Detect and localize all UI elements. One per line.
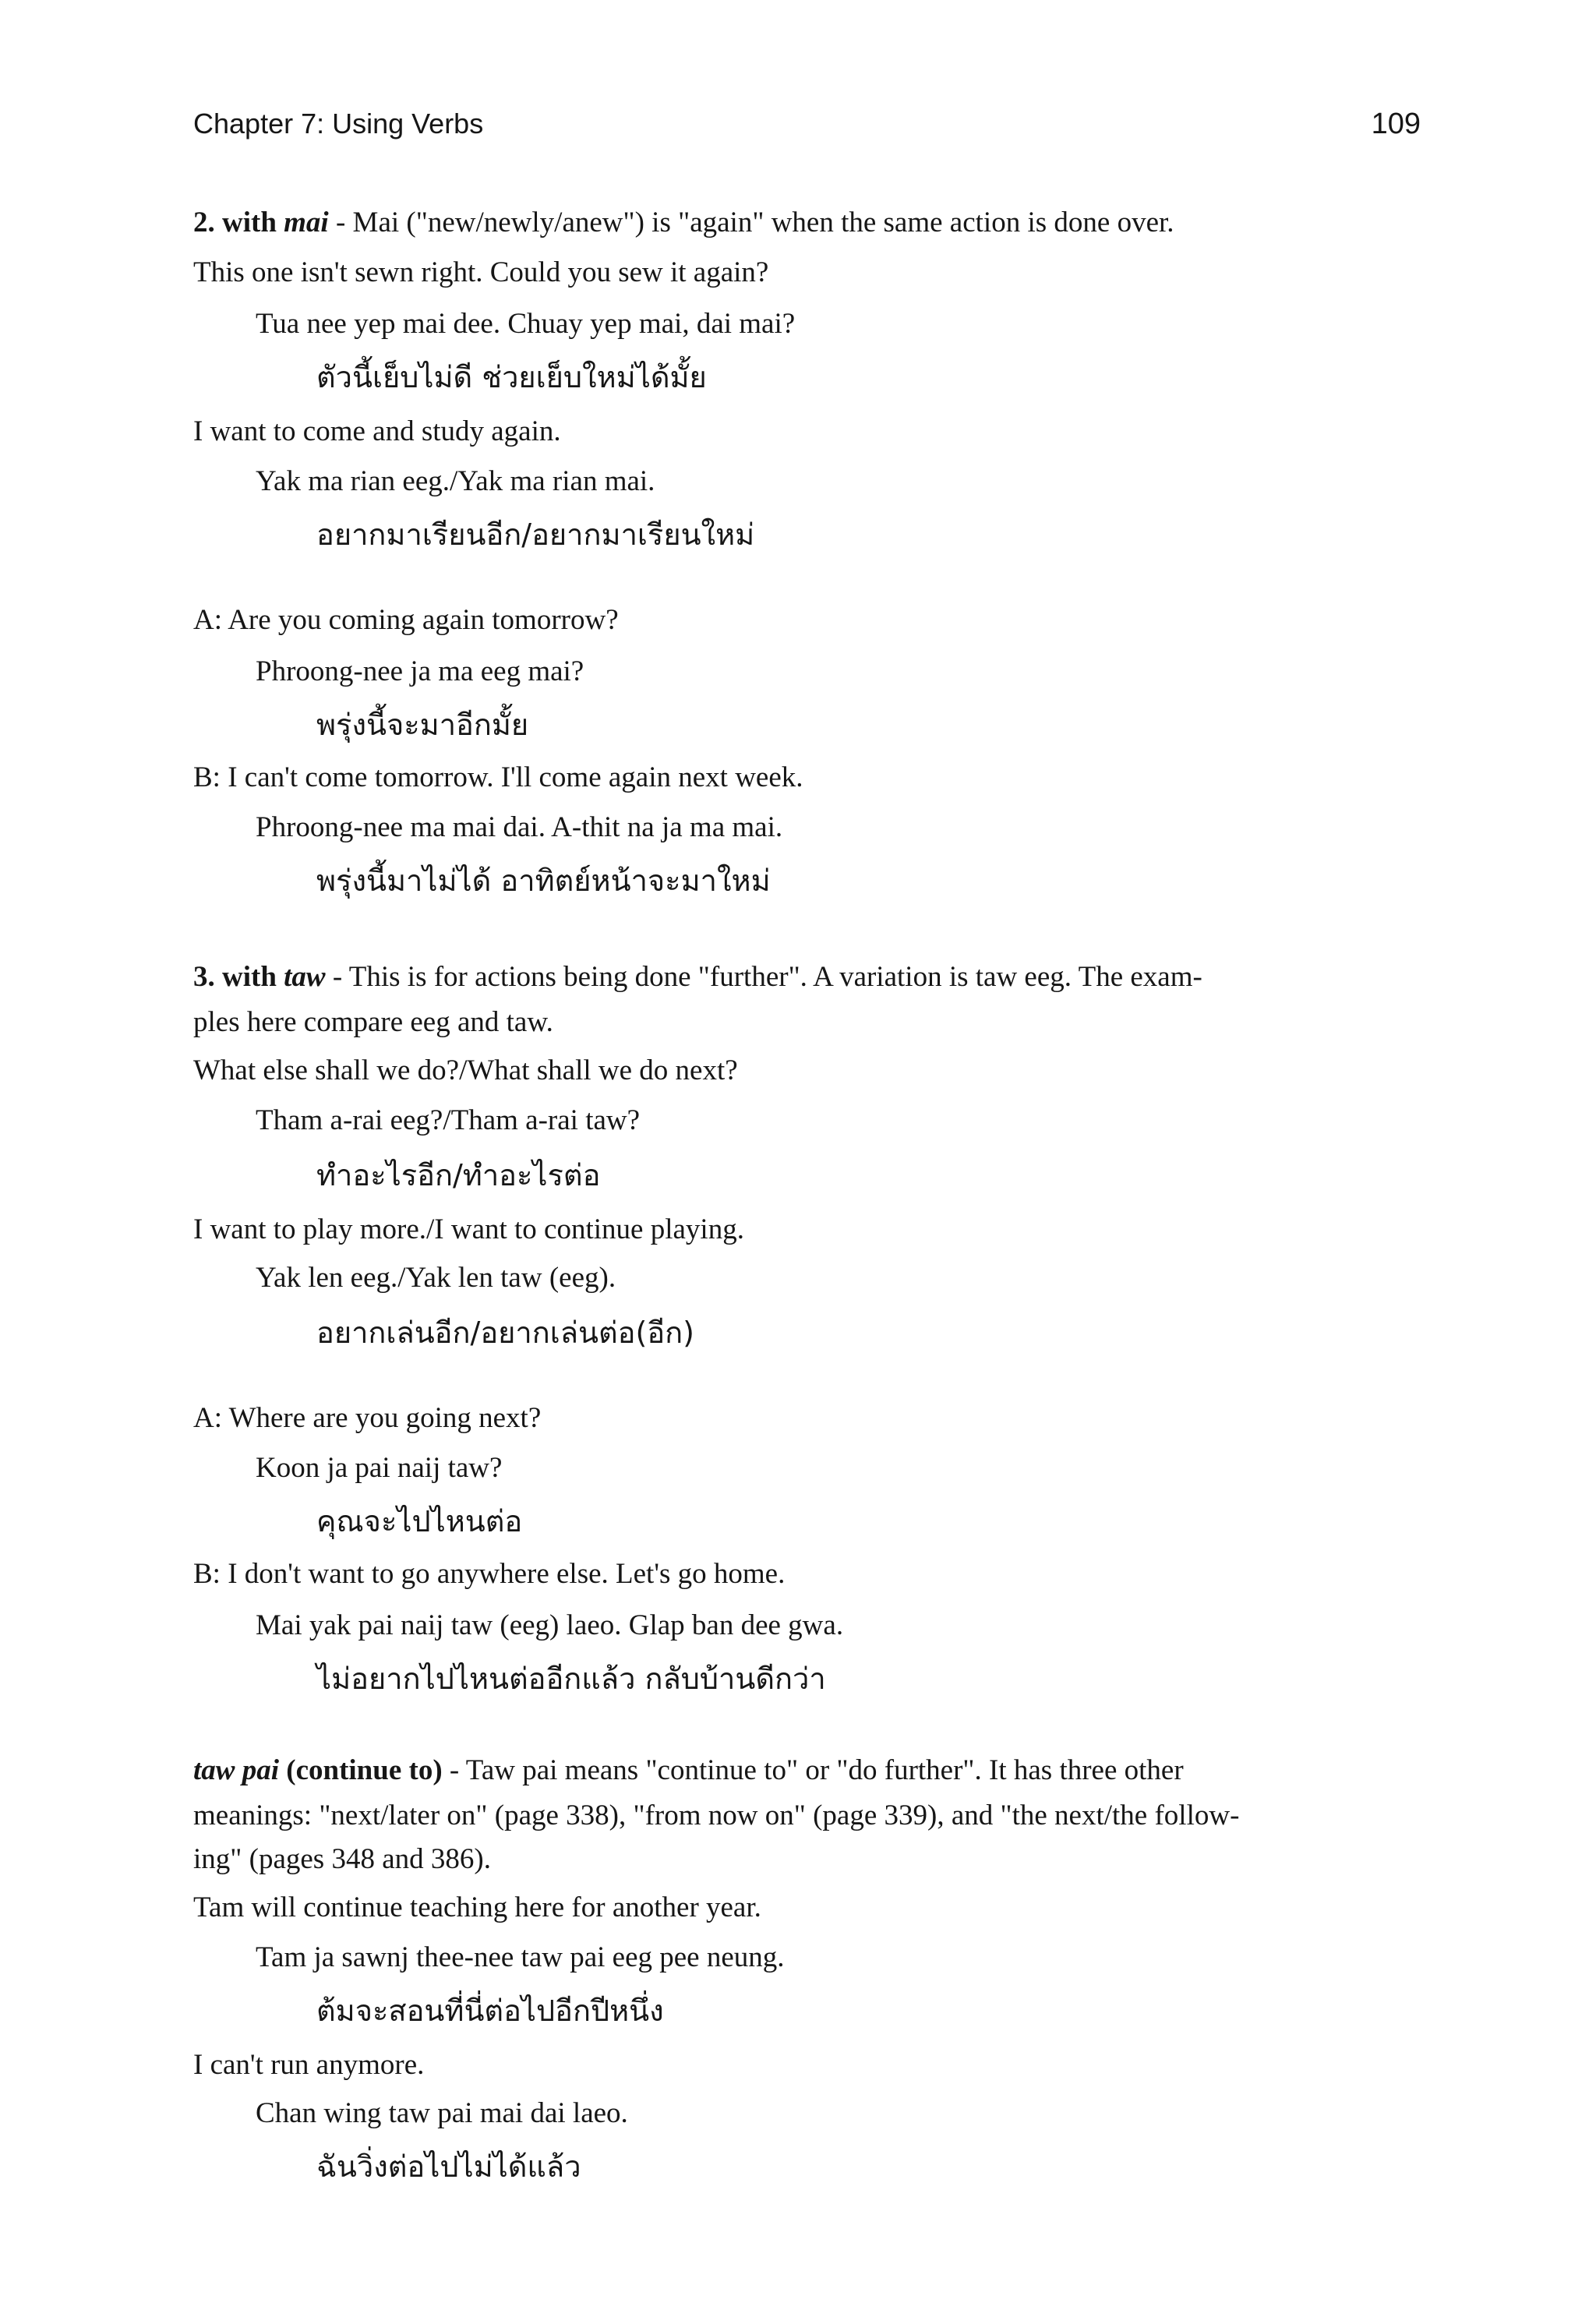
section-term: mai <box>284 207 329 238</box>
example-romanized: Koon ja pai naij taw? <box>256 1452 503 1484</box>
example-romanized: Phroong-nee ma mai dai. A-thit na ja ma mai. <box>256 811 783 843</box>
example-thai: ต้มจะสอนที่นี่ต่อไปอีกปีหนึ่ง <box>316 1994 664 2028</box>
example-romanized: Mai yak pai naij taw (eeg) laeo. Glap ban dee gwa. <box>256 1609 844 1641</box>
section-description: - Taw pai means "continue to" or "do further". It has three other <box>442 1754 1184 1786</box>
example-english: Tam will continue teaching here for another year. <box>193 1891 761 1923</box>
page-number: 109 <box>1371 108 1421 140</box>
example-thai: พรุ่งนี้มาไม่ได้ อาทิตย์หน้าจะมาใหม่ <box>316 864 771 898</box>
section-term-gloss: (continue to) <box>279 1754 443 1786</box>
section-term: taw <box>284 961 326 993</box>
section-term: taw pai <box>193 1754 279 1786</box>
section-description: - This is for actions being done "further". A variation is taw eeg. The exam- <box>325 961 1202 993</box>
example-thai: คุณจะไปไหนต่อ <box>316 1504 523 1538</box>
example-thai: ไม่อยากไปไหนต่ออีกแล้ว กลับบ้านดีกว่า <box>316 1662 826 1696</box>
example-english: I want to come and study again. <box>193 415 561 447</box>
page-header <box>193 108 1421 154</box>
example-romanized: Phroong-nee ja ma eeg mai? <box>256 655 584 687</box>
example-thai: อยากมาเรียนอีก/อยากมาเรียนใหม่ <box>316 517 755 552</box>
example-english: B: I don't want to go anywhere else. Let's go home. <box>193 1558 786 1590</box>
example-thai: ฉันวิ่งต่อไปไม่ได้แล้ว <box>316 2149 581 2184</box>
example-english: I can't run anymore. <box>193 2049 425 2081</box>
example-thai: อยากเล่นอีก/อยากเล่นต่อ(อีก) <box>316 1316 694 1350</box>
example-english: A: Where are you going next? <box>193 1402 542 1434</box>
example-romanized: Chan wing taw pai mai dai laeo. <box>256 2097 628 2129</box>
section-heading-taw-pai <box>193 1752 1184 1789</box>
example-romanized: Tua nee yep mai dee. Chuay yep mai, dai mai? <box>256 308 796 340</box>
example-english: I want to play more./I want to continue playing. <box>193 1213 744 1245</box>
example-english: What else shall we do?/What shall we do next? <box>193 1054 738 1086</box>
chapter-title: Chapter 7: Using Verbs <box>193 108 484 140</box>
section-description-cont: ples here compare eeg and taw. <box>193 1006 553 1038</box>
example-thai: ทำอะไรอีก/ทำอะไรต่อ <box>316 1158 601 1192</box>
section-number: 3. with <box>193 961 277 993</box>
section-number: 2. with <box>193 207 277 238</box>
example-english: This one isn't sewn right. Could you sew it again? <box>193 256 769 288</box>
section-heading-mai <box>193 204 1174 242</box>
section-heading-taw <box>193 959 1202 996</box>
example-romanized: Yak ma rian eeg./Yak ma rian mai. <box>256 465 655 497</box>
example-english: B: I can't come tomorrow. I'll come again next week. <box>193 761 803 793</box>
example-thai: พรุ่งนี้จะมาอีกมั้ย <box>316 708 529 742</box>
section-description-cont: ing" (pages 348 and 386). <box>193 1843 491 1875</box>
example-romanized: Yak len eeg./Yak len taw (eeg). <box>256 1262 616 1294</box>
example-romanized: Tham a-rai eeg?/Tham a-rai taw? <box>256 1104 641 1136</box>
example-thai: ตัวนี้เย็บไม่ดี ช่วยเย็บใหม่ได้มั้ย <box>316 360 707 394</box>
section-description: - Mai ("new/newly/anew") is "again" when the same action is done over. <box>328 207 1174 238</box>
example-english: A: Are you coming again tomorrow? <box>193 604 619 636</box>
section-description-cont: meanings: "next/later on" (page 338), "from now on" (page 339), and "the next/the follow- <box>193 1800 1240 1831</box>
example-romanized: Tam ja sawnj thee-nee taw pai eeg pee neung. <box>256 1941 785 1973</box>
